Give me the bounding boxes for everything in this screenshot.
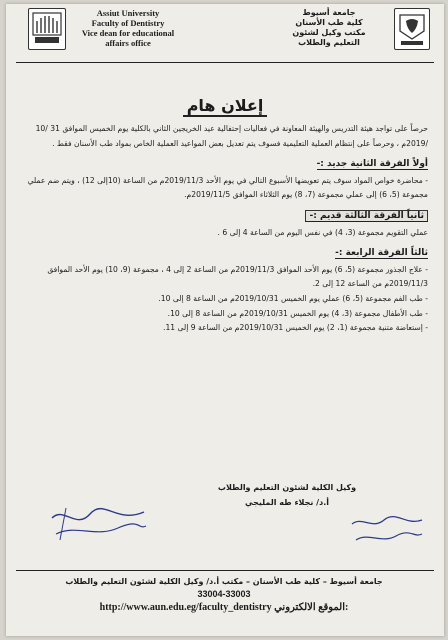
footer-address: جامعة أسيوط – كلية طب الأسنان – مكتب أ.د/ وكيل الكلية لشئون التعليم والطلاب [65, 577, 383, 586]
letterhead-line: Assiut University [96, 8, 160, 18]
university-logo [28, 8, 66, 50]
footer-website[interactable] [18, 602, 430, 614]
letterhead-line: Vice dean for educational [81, 28, 175, 38]
section-heading [16, 157, 428, 172]
memo-body [16, 122, 428, 336]
handwritten-signature [46, 504, 150, 542]
intro-paragraph: حرصاً على تواجد هيئة التدريس والهيئة المعاونة في فعاليات إحتفالية عيد الخريجين الثاني بالكلية يوم الخميس الموافق 31 /10 /2019م ، وحرصاً على إنتظام العملية التعليمية فسوف يتم تعديل بعض المواعيد العملية الخاص بمواد طب الأسنان فقط . [35, 124, 428, 148]
section-heading [16, 209, 428, 224]
arabic-letterhead [270, 8, 388, 48]
letterhead-line: جامعة أسيوط [302, 8, 356, 17]
memo-page [6, 4, 444, 636]
footer-phones: 33004-33003 [197, 589, 251, 599]
website-url[interactable]: http://www.aun.edu.eg/faculty_dentistry [99, 602, 272, 613]
section-heading-text: ثانياً الفرقة الثالثة قديم :- [305, 210, 428, 222]
signatory-role: وكيل الكلية لشئون التعليم والطلاب [217, 483, 357, 492]
letterhead-line: affairs office [105, 38, 151, 48]
section-line: عملي التقويم مجموعة (3، 4) في نفس اليوم من الساعة 4 إلى 6 . [217, 227, 428, 237]
letterhead [6, 4, 444, 64]
footer [18, 576, 430, 614]
footer-divider [16, 570, 434, 571]
section-line: - محاضرة خواص المواد سوف يتم تعويضها الأسبوع التالي في يوم الأحد 2019/11/3م من الساعة (10إلى 12) ، ويتم ضم عملي مجموعة (5، 6) إلى عملي مجموعة (7، 8) يوم الثلاثاء الموافق 2019/11/5م. [27, 175, 428, 200]
handwritten-annotation [348, 514, 426, 550]
announcement-title [6, 96, 444, 115]
website-label: الموقع الالكتروني: [274, 602, 349, 613]
section-line: - علاج الجذور مجموعة (5، 6) يوم الأحد الموافق 2019/11/3م من الساعة 2 إلى 4 ، مجموعة (9، 10) يوم الأحد الموافق 2019/11/3م من الساعة 12 إلى 2. [47, 264, 428, 289]
title-text: إعلان هام [183, 96, 268, 117]
letterhead-line: Faculty of Dentistry [91, 18, 165, 28]
letterhead-line: مكتب وكيل لشئون [292, 28, 366, 37]
signatory-name: أ.د/ نجلاء طه المليجي [245, 498, 329, 507]
faculty-logo [394, 8, 430, 50]
section-heading [16, 246, 428, 261]
header-divider [16, 62, 434, 63]
section-line: - طب الأطفال مجموعة (3، 4) يوم الخميس 2019/10/31م من الساعة 8 إلى 10. [167, 308, 428, 318]
letterhead-line: التعليم والطلاب [298, 38, 360, 47]
letterhead-line: كلية طب الأسنان [295, 18, 363, 27]
section-heading-text: أولاً الفرقة الثانية جديد :- [316, 159, 428, 170]
section-heading-text: ثالثاً الفرقة الرابعة :- [335, 248, 428, 259]
section-line: - طب الفم مجموعة (5، 6) عملي يوم الخميس 2019/10/31م من الساعة 8 إلى 10. [158, 293, 428, 303]
english-letterhead [68, 8, 188, 48]
signature-block [212, 480, 362, 510]
section-line: - إستعاضة متنية مجموعة (1، 2) يوم الخميس 2019/10/31م من الساعة 9 إلى 11. [163, 323, 428, 333]
